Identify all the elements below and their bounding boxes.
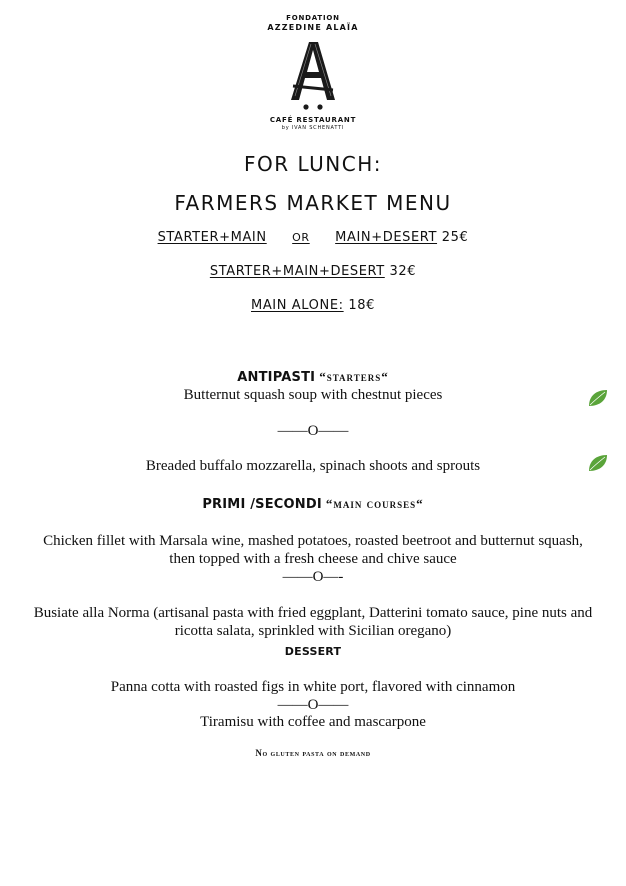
primi-dish-2-line-2: ricotta salata, sprinkled with Sicilian oregano) [174,623,452,639]
primi-heading [0,495,626,513]
primi-separator: ——O—- [282,569,344,585]
price-option-2 [0,264,626,279]
antipasti-subtitle: “starters“ [319,369,389,384]
gluten-note: No gluten pasta on demand [255,748,371,758]
foundation-label: FONDATION [286,14,340,22]
price-18: 18€ [348,298,375,313]
dessert-title: DESSERT [284,645,342,658]
primi-dish-1-line-1: Chicken fillet with Marsala wine, mashed potatoes, roasted beetroot and butternut squash, [43,533,583,549]
antipasti-dish-2: Breaded buffalo mozzarella, spinach shoots and sprouts [145,458,481,474]
brand-logo [285,38,341,112]
chef-label: by IVAN SCHENATTI [281,125,345,131]
primi-dish-1-line-2: then topped with a fresh cheese and chive sauce [169,551,457,567]
antipasti-dish-1: Butternut squash soup with chestnut pieces [183,387,443,403]
price-25: 25€ [441,230,469,245]
brand-name: AZZEDINE ALAÏA [267,23,359,32]
price-option-1 [0,230,626,245]
starter-main-label: STARTER+MAIN [157,230,267,245]
antipasti-title: ANTIPASTI [237,370,316,385]
dessert-heading [0,642,626,660]
main-alone-label: MAIN ALONE: [251,298,344,313]
or-label: OR [292,231,310,244]
cafe-restaurant-label: CAFÉ RESTAURANT [269,116,357,124]
price-option-3 [0,298,626,313]
primi-title: PRIMI /SECONDI [202,497,322,512]
price-32: 32€ [389,264,417,279]
dessert-dish-1: Panna cotta with roasted figs in white port, flavored with cinnamon [110,679,516,695]
antipasti-separator: ——O—— [277,423,349,439]
starter-main-desert-label: STARTER+MAIN+DESERT [209,264,385,279]
dessert-dish-2: Tiramisu with coffee and mascarpone [200,714,426,730]
dessert-separator: ——O—— [277,697,349,713]
primi-subtitle: “main courses“ [325,496,424,511]
main-desert-label: MAIN+DESERT [335,230,438,245]
title-farmers-market: FARMERS MARKET MENU [174,191,452,215]
title-for-lunch: FOR LUNCH: [244,152,382,176]
antipasti-heading [0,368,626,386]
primi-dish-2-line-1: Busiate alla Norma (artisanal pasta with fried eggplant, Datterini tomato sauce, pine nuts and [33,605,593,621]
leaf-icon [587,453,609,473]
leaf-icon [587,388,609,408]
